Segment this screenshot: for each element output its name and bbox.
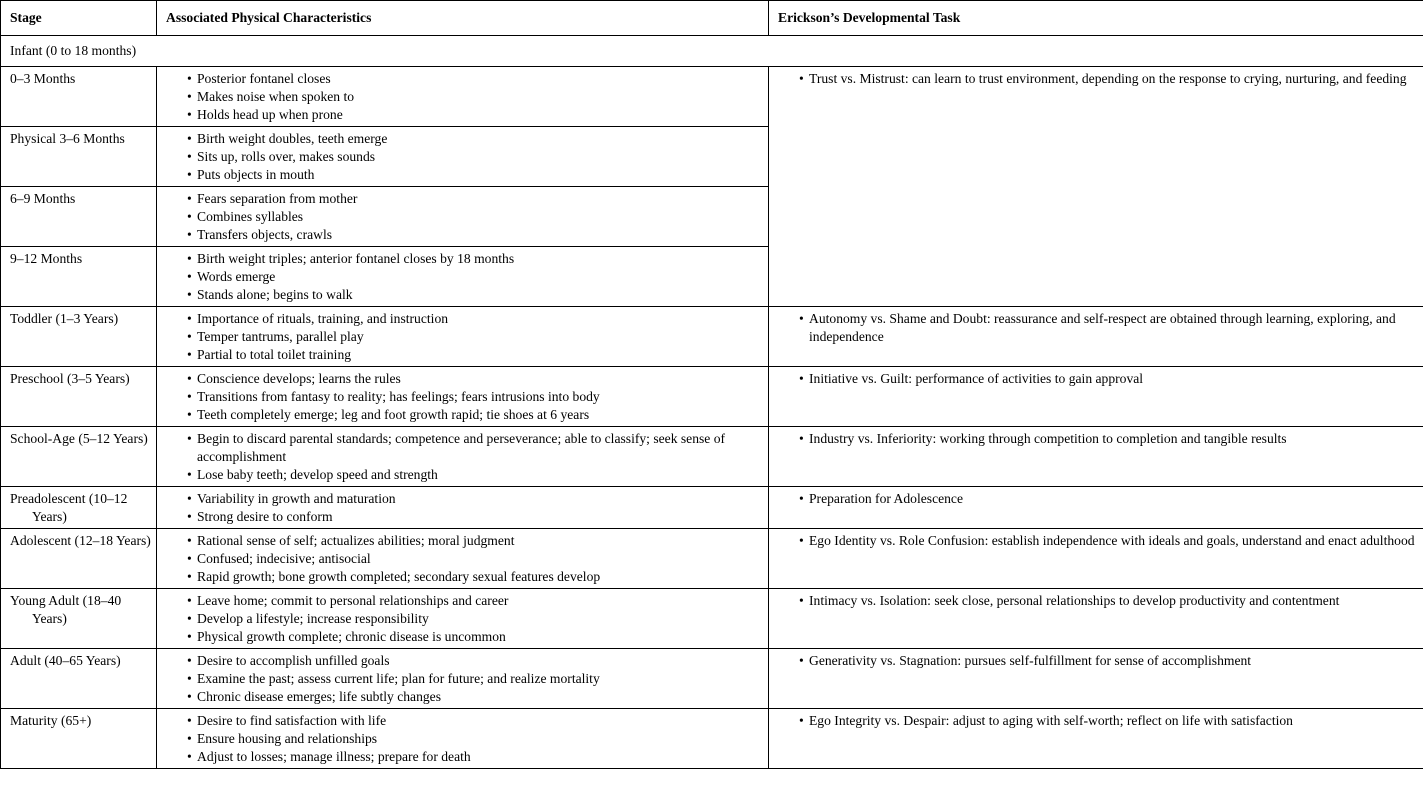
characteristic-item: • Rapid growth; bone growth completed; secondary sexual features develop xyxy=(187,568,760,586)
characteristic-item: • Partial to total toilet training xyxy=(187,346,760,364)
characteristic-item: • Conscience develops; learns the rules xyxy=(187,370,760,388)
characteristics-cell xyxy=(157,649,769,709)
characteristic-item: • Fears separation from mother xyxy=(187,190,760,208)
characteristics-list xyxy=(166,130,760,184)
characteristics-cell xyxy=(157,127,769,187)
stage-cell xyxy=(1,127,157,187)
characteristic-item: • Transfers objects, crawls xyxy=(187,226,760,244)
stage-label: Young Adult (18–40 Years) xyxy=(10,593,122,626)
characteristic-item: • Desire to accomplish unfilled goals xyxy=(187,652,760,670)
characteristics-list xyxy=(166,190,760,244)
task-cell xyxy=(769,427,1423,487)
characteristics-cell xyxy=(157,367,769,427)
characteristic-item: • Begin to discard parental standards; competence and perseverance; able to classify; seek sense of accomplishment xyxy=(187,430,760,466)
group-row-infant xyxy=(1,36,1423,67)
task-text: • Trust vs. Mistrust: can learn to trust environment, depending on the response to crying, nurturing, and feeding xyxy=(799,70,1415,88)
table-row xyxy=(1,67,1423,127)
characteristic-item: • Birth weight triples; anterior fontanel closes by 18 months xyxy=(187,250,760,268)
characteristics-list xyxy=(166,370,760,424)
characteristic-item: • Rational sense of self; actualizes abilities; moral judgment xyxy=(187,532,760,550)
characteristic-item: • Adjust to losses; manage illness; prepare for death xyxy=(187,748,760,766)
header-stage: Stage xyxy=(1,1,157,36)
table-row xyxy=(1,307,1423,367)
characteristics-list xyxy=(166,592,760,646)
characteristic-item: • Sits up, rolls over, makes sounds xyxy=(187,148,760,166)
characteristic-item: • Chronic disease emerges; life subtly changes xyxy=(187,688,760,706)
characteristics-list xyxy=(166,310,760,364)
stage-cell xyxy=(1,187,157,247)
characteristics-cell xyxy=(157,529,769,589)
characteristic-item: • Stands alone; begins to walk xyxy=(187,286,760,304)
characteristics-cell xyxy=(157,709,769,769)
characteristics-list xyxy=(166,712,760,766)
characteristic-item: • Words emerge xyxy=(187,268,760,286)
task-text: • Ego Identity vs. Role Confusion: establish independence with ideals and goals, understand and enact adulthood xyxy=(799,532,1415,550)
stage-cell xyxy=(1,487,157,529)
task-cell xyxy=(769,67,1423,307)
stage-label: Adult (40–65 Years) xyxy=(10,653,121,668)
task-cell xyxy=(769,529,1423,589)
stage-label: Preschool (3–5 Years) xyxy=(10,371,130,386)
characteristic-item: • Examine the past; assess current life; plan for future; and realize mortality xyxy=(187,670,760,688)
task-text: • Preparation for Adolescence xyxy=(799,490,1415,508)
task-cell xyxy=(769,649,1423,709)
table-row xyxy=(1,649,1423,709)
characteristic-item: • Ensure housing and relationships xyxy=(187,730,760,748)
stage-label: 6–9 Months xyxy=(10,191,76,206)
characteristics-list xyxy=(166,70,760,124)
table-row xyxy=(1,487,1423,529)
task-cell xyxy=(769,487,1423,529)
characteristics-list xyxy=(166,430,760,484)
characteristics-cell xyxy=(157,187,769,247)
characteristics-cell xyxy=(157,247,769,307)
characteristic-item: • Transitions from fantasy to reality; has feelings; fears intrusions into body xyxy=(187,388,760,406)
table-row xyxy=(1,367,1423,427)
characteristic-item: • Temper tantrums, parallel play xyxy=(187,328,760,346)
stage-label: School-Age (5–12 Years) xyxy=(10,431,148,446)
stage-label: Physical 3–6 Months xyxy=(10,131,125,146)
characteristic-item: • Birth weight doubles, teeth emerge xyxy=(187,130,760,148)
characteristics-cell xyxy=(157,589,769,649)
stage-label: Maturity (65+) xyxy=(10,713,92,728)
characteristics-list xyxy=(166,250,760,304)
characteristic-item: • Importance of rituals, training, and instruction xyxy=(187,310,760,328)
stage-cell xyxy=(1,709,157,769)
stage-cell xyxy=(1,589,157,649)
characteristic-item: • Lose baby teeth; develop speed and strength xyxy=(187,466,760,484)
stage-label: Toddler (1–3 Years) xyxy=(10,311,119,326)
stage-label: 9–12 Months xyxy=(10,251,83,266)
characteristic-item: • Variability in growth and maturation xyxy=(187,490,760,508)
characteristic-item: • Develop a lifestyle; increase responsibility xyxy=(187,610,760,628)
stage-cell xyxy=(1,529,157,589)
characteristic-item: • Strong desire to conform xyxy=(187,508,760,526)
characteristic-item: • Combines syllables xyxy=(187,208,760,226)
table-header-row xyxy=(1,1,1423,36)
characteristic-item: • Posterior fontanel closes xyxy=(187,70,760,88)
table-row xyxy=(1,529,1423,589)
stage-cell xyxy=(1,427,157,487)
characteristics-list xyxy=(166,532,760,586)
task-text: • Intimacy vs. Isolation: seek close, personal relationships to develop productivity and contentment xyxy=(799,592,1415,610)
characteristic-item: • Holds head up when prone xyxy=(187,106,760,124)
characteristic-item: • Puts objects in mouth xyxy=(187,166,760,184)
stage-label: Adolescent (12–18 Years) xyxy=(10,533,151,548)
characteristic-item: • Leave home; commit to personal relationships and career xyxy=(187,592,760,610)
characteristic-item: • Desire to find satisfaction with life xyxy=(187,712,760,730)
stage-cell xyxy=(1,247,157,307)
task-cell xyxy=(769,307,1423,367)
table-row xyxy=(1,427,1423,487)
characteristics-cell xyxy=(157,427,769,487)
stage-cell xyxy=(1,367,157,427)
table-row xyxy=(1,709,1423,769)
header-task: Erickson’s Developmental Task xyxy=(769,1,1423,36)
stage-label: 0–3 Months xyxy=(10,71,76,86)
group-label: Infant (0 to 18 months) xyxy=(1,36,1423,67)
stage-label: Preadolescent (10–12 Years) xyxy=(10,491,128,524)
stage-cell xyxy=(1,307,157,367)
characteristics-list xyxy=(166,652,760,706)
characteristics-cell xyxy=(157,487,769,529)
characteristics-cell xyxy=(157,67,769,127)
header-characteristics: Associated Physical Characteristics xyxy=(157,1,769,36)
stage-cell xyxy=(1,67,157,127)
table-row xyxy=(1,589,1423,649)
task-text: • Generativity vs. Stagnation: pursues self-fulfillment for sense of accomplishment xyxy=(799,652,1415,670)
characteristics-cell xyxy=(157,307,769,367)
task-text: • Ego Integrity vs. Despair: adjust to aging with self-worth; reflect on life with satisfaction xyxy=(799,712,1415,730)
task-cell xyxy=(769,589,1423,649)
characteristic-item: • Makes noise when spoken to xyxy=(187,88,760,106)
task-cell xyxy=(769,367,1423,427)
task-text: • Autonomy vs. Shame and Doubt: reassurance and self-respect are obtained through learning, exploring, and independence xyxy=(799,310,1415,346)
task-cell xyxy=(769,709,1423,769)
characteristics-list xyxy=(166,490,760,526)
task-text: • Initiative vs. Guilt: performance of activities to gain approval xyxy=(799,370,1415,388)
task-text: • Industry vs. Inferiority: working through competition to completion and tangible results xyxy=(799,430,1415,448)
characteristic-item: • Physical growth complete; chronic disease is uncommon xyxy=(187,628,760,646)
stage-cell xyxy=(1,649,157,709)
characteristic-item: • Teeth completely emerge; leg and foot growth rapid; tie shoes at 6 years xyxy=(187,406,760,424)
characteristic-item: • Confused; indecisive; antisocial xyxy=(187,550,760,568)
